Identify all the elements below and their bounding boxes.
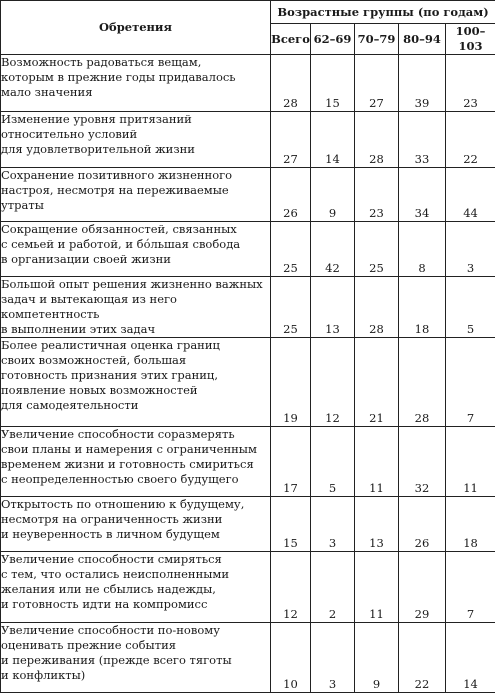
value-80-94: 28 <box>399 338 446 427</box>
value-total: 17 <box>271 427 311 497</box>
value-62-69: 15 <box>311 55 355 112</box>
table-row <box>1 112 495 168</box>
value-62-69: 3 <box>311 497 355 552</box>
value-80-94: 18 <box>399 277 446 338</box>
value-70-79: 11 <box>355 552 399 623</box>
value-70-79: 23 <box>355 168 399 222</box>
col-header-total: Всего <box>271 24 311 55</box>
value-80-94: 33 <box>399 112 446 168</box>
table-row <box>1 427 495 497</box>
value-total: 26 <box>271 168 311 222</box>
value-62-69: 13 <box>311 277 355 338</box>
value-70-79: 28 <box>355 277 399 338</box>
value-70-79: 27 <box>355 55 399 112</box>
table-row <box>1 277 495 338</box>
value-80-94: 39 <box>399 55 446 112</box>
value-100-103: 18 <box>446 497 495 552</box>
value-62-69: 14 <box>311 112 355 168</box>
age-groups-header: Возрастные группы (по годам) <box>271 1 495 24</box>
value-80-94: 34 <box>399 168 446 222</box>
value-80-94: 32 <box>399 427 446 497</box>
table-row <box>1 55 495 112</box>
value-100-103: 7 <box>446 338 495 427</box>
table-row <box>1 497 495 552</box>
value-100-103: 3 <box>446 222 495 277</box>
header-row-groups <box>1 1 495 24</box>
value-62-69: 5 <box>311 427 355 497</box>
col-header-70-79: 70–79 <box>355 24 399 55</box>
value-80-94: 26 <box>399 497 446 552</box>
gain-description: Увеличение способности по-новому оценивать прежние события и переживания (прежде всего тяготы и конфликты) <box>1 623 271 693</box>
table-row <box>1 623 495 693</box>
value-100-103: 14 <box>446 623 495 693</box>
value-100-103: 5 <box>446 277 495 338</box>
value-100-103: 7 <box>446 552 495 623</box>
value-62-69: 3 <box>311 623 355 693</box>
gain-description: Сохранение позитивного жизненного настроя, несмотря на переживаемые утраты <box>1 168 271 222</box>
value-62-69: 42 <box>311 222 355 277</box>
table-row <box>1 552 495 623</box>
value-70-79: 28 <box>355 112 399 168</box>
gain-description: Сокращение обязанностей, связанных с семьей и работой, и бóльшая свобода в организации своей жизни <box>1 222 271 277</box>
gain-description: Увеличение способности соразмерять свои планы и намерения с ограниченным временем жизни и готовность смириться с неопределенностью своего будущего <box>1 427 271 497</box>
value-total: 25 <box>271 277 311 338</box>
value-total: 12 <box>271 552 311 623</box>
value-70-79: 25 <box>355 222 399 277</box>
col-header-100-103: 100–103 <box>446 24 495 55</box>
value-70-79: 13 <box>355 497 399 552</box>
gain-description: Более реалистичная оценка границ своих возможностей, большая готовность признания этих границ, появление новых возможностей для самодеятельности <box>1 338 271 427</box>
value-70-79: 11 <box>355 427 399 497</box>
value-70-79: 21 <box>355 338 399 427</box>
col-header-62-69: 62–69 <box>311 24 355 55</box>
value-total: 25 <box>271 222 311 277</box>
value-62-69: 12 <box>311 338 355 427</box>
value-total: 15 <box>271 497 311 552</box>
value-total: 10 <box>271 623 311 693</box>
gain-description: Увеличение способности смиряться с тем, что остались неисполненными желания или не сбылись надежды, и готовность идти на компромисс <box>1 552 271 623</box>
value-62-69: 2 <box>311 552 355 623</box>
value-100-103: 44 <box>446 168 495 222</box>
gain-description: Изменение уровня притязаний относительно условий для удовлетворительной жизни <box>1 112 271 168</box>
table-row <box>1 222 495 277</box>
value-100-103: 22 <box>446 112 495 168</box>
value-total: 28 <box>271 55 311 112</box>
col-header-80-94: 80–94 <box>399 24 446 55</box>
value-62-69: 9 <box>311 168 355 222</box>
gain-description: Возможность радоваться вещам, которым в прежние годы придавалось мало значения <box>1 55 271 112</box>
table-row <box>1 338 495 427</box>
value-80-94: 22 <box>399 623 446 693</box>
gain-description: Большой опыт решения жизненно важных задач и вытекающая из него компетентность в выполнении этих задач <box>1 277 271 338</box>
value-total: 19 <box>271 338 311 427</box>
gains-column-header: Обретения <box>1 1 271 55</box>
table-row <box>1 168 495 222</box>
value-80-94: 8 <box>399 222 446 277</box>
gain-description: Открытость по отношению к будущему, несмотря на ограниченность жизни и неуверенность в личном будущем <box>1 497 271 552</box>
value-70-79: 9 <box>355 623 399 693</box>
value-100-103: 23 <box>446 55 495 112</box>
value-total: 27 <box>271 112 311 168</box>
value-80-94: 29 <box>399 552 446 623</box>
value-100-103: 11 <box>446 427 495 497</box>
